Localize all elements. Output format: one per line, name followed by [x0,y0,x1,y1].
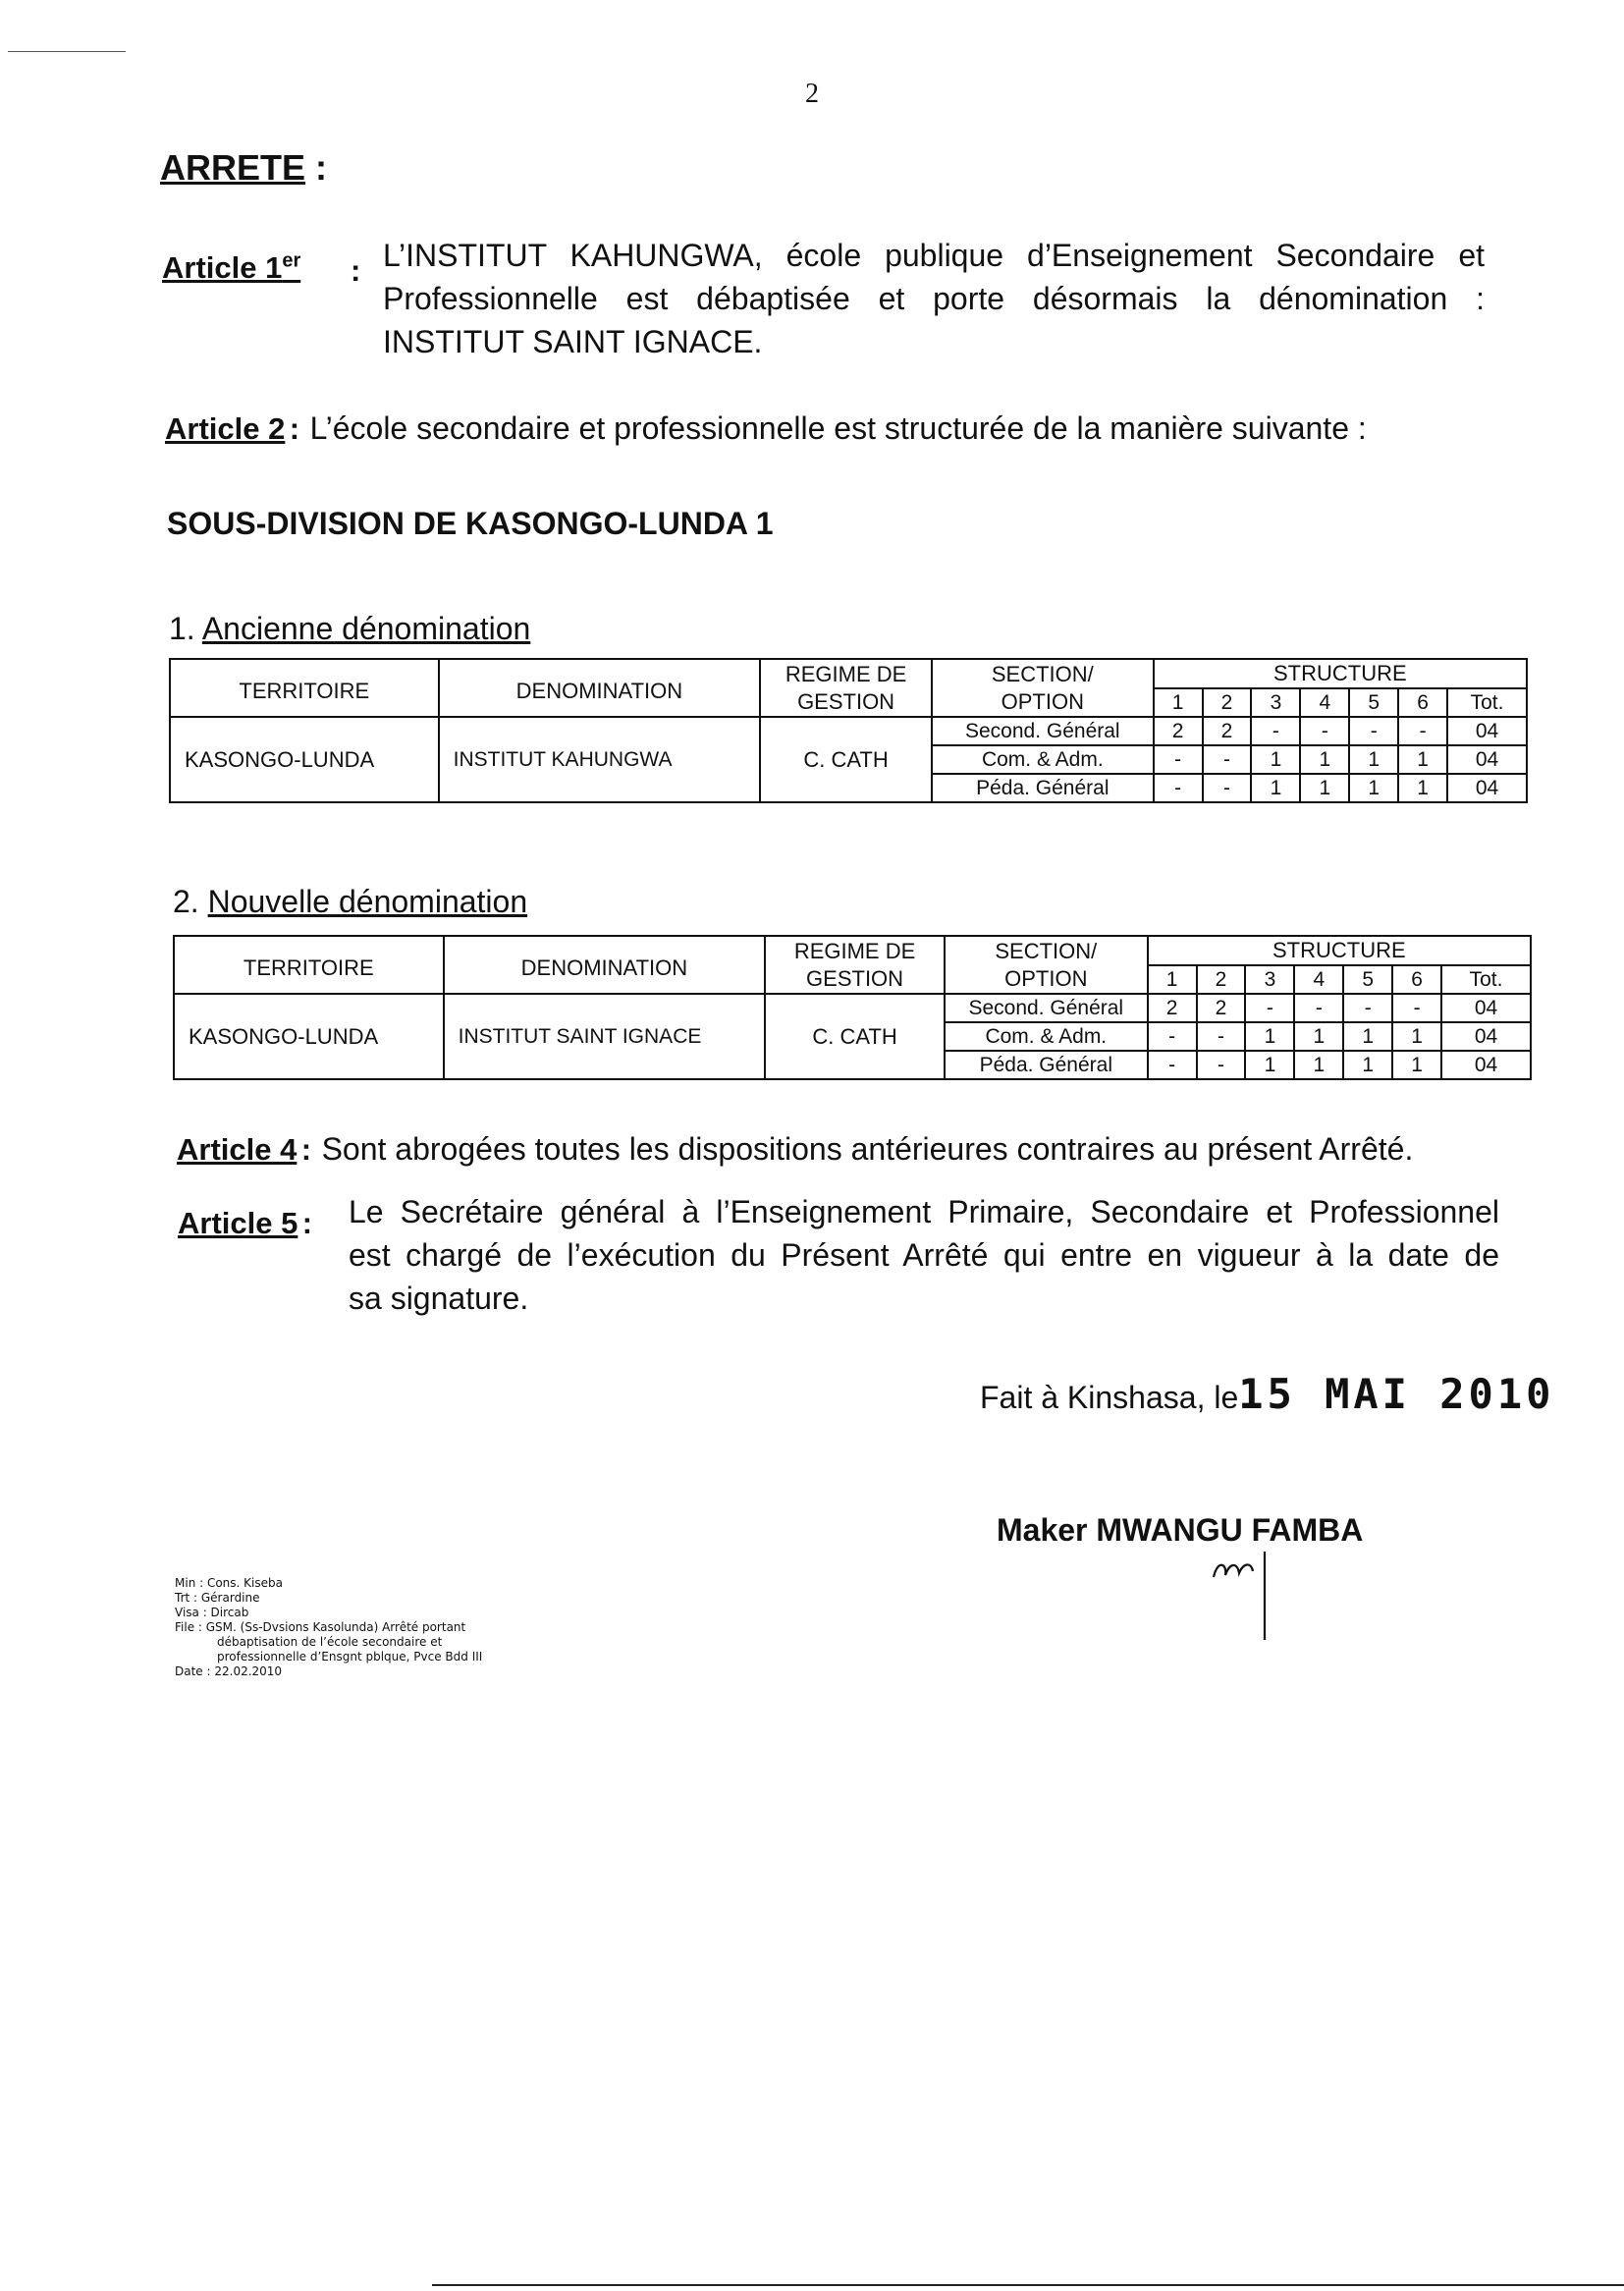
article-1-line: INSTITUT SAINT IGNACE. [383,324,763,359]
cell-value: - [1245,994,1294,1022]
article-5-colon: : [301,1206,313,1240]
article-4-label: Article 4 [177,1132,298,1167]
header-col-1: 1 [1148,965,1197,994]
cell-value: - [1203,774,1252,802]
scan-artifact [8,51,126,52]
cell-value: - [1398,717,1447,745]
cell-option: Second. Général [945,994,1148,1022]
header-col-6: 6 [1398,688,1447,717]
cell-value: 1 [1392,1051,1441,1079]
header-col-2: 2 [1203,688,1252,717]
cell-value: - [1343,994,1392,1022]
footer-line: Min : Cons. Kiseba [175,1576,283,1590]
cell-value: - [1203,745,1252,774]
cell-value: 1 [1300,774,1349,802]
article-1-text [383,234,1485,363]
cell-value: 1 [1294,1051,1343,1079]
header-col-2: 2 [1197,965,1246,994]
cell-denomination: INSTITUT SAINT IGNACE [444,994,766,1079]
cell-value: - [1349,717,1398,745]
cell-value: 1 [1392,1022,1441,1051]
cell-total: 04 [1441,994,1531,1022]
article-5-text [349,1190,1499,1320]
header-regime: REGIME DE GESTION [760,659,932,717]
header-section: SECTION/ OPTION [932,659,1154,717]
article-2-text: L’école secondaire et professionnelle est structurée de la manière suivante : [309,410,1367,446]
cell-total: 04 [1441,1022,1531,1051]
article-2-label: Article 2 [165,411,286,446]
cell-value: 1 [1245,1051,1294,1079]
header-structure: STRUCTURE [1154,659,1527,688]
article-1-label-group [162,250,300,286]
cell-value: 1 [1349,774,1398,802]
subdivision-title: SOUS-DIVISION DE KASONGO-LUNDA 1 [167,506,774,541]
header-structure: STRUCTURE [1148,936,1531,965]
cell-value: - [1197,1051,1246,1079]
signer-name: Maker MWANGU FAMBA [997,1512,1364,1548]
article-4-block [177,1127,1413,1171]
cell-value: - [1294,994,1343,1022]
cell-option: Péda. Général [932,774,1154,802]
cell-denomination: INSTITUT KAHUNGWA [439,717,761,802]
header-denomination: DENOMINATION [439,659,761,717]
cell-option: Com. & Adm. [932,745,1154,774]
cell-value: - [1154,745,1203,774]
cell-option: Péda. Général [945,1051,1148,1079]
table-1-label-text: Ancienne dénomination [201,611,531,646]
cell-regime: C. CATH [760,717,932,802]
header-denomination: DENOMINATION [444,936,766,994]
cell-value: - [1392,994,1441,1022]
decree-heading [160,147,327,189]
table-row [174,994,1531,1022]
table-2-label-number: 2. [173,884,199,919]
cell-value: 1 [1245,1022,1294,1051]
cell-option: Second. Général [932,717,1154,745]
place-date-line [980,1370,1554,1418]
cell-regime: C. CATH [765,994,945,1079]
cell-total: 04 [1441,1051,1531,1079]
footer-line: Date : 22.02.2010 [175,1664,283,1678]
article-5-label-group [178,1206,312,1241]
cell-value: 1 [1343,1022,1392,1051]
article-5-line: sa signature. [349,1281,529,1316]
article-2-block [165,407,1367,450]
footer-line: professionnelle d’Ensgnt pblque, Pvce Bdd III [217,1650,483,1664]
header-section: SECTION/ OPTION [945,936,1148,994]
cell-value: 2 [1203,717,1252,745]
cell-total: 04 [1447,717,1527,745]
footer-line: Trt : Gérardine [175,1591,260,1605]
structure-table-new [173,935,1532,1080]
footer-line: Visa : Dircab [175,1606,249,1619]
cell-value: - [1300,717,1349,745]
cell-value: 1 [1343,1051,1392,1079]
cell-value: 1 [1300,745,1349,774]
table-2-label-text: Nouvelle dénomination [207,884,528,919]
cell-value: 2 [1197,994,1246,1022]
decree-heading-word: ARRETE [160,147,306,188]
header-col-1: 1 [1154,688,1203,717]
cell-value: - [1148,1022,1197,1051]
handwritten-signature [1208,1550,1286,1643]
header-col-4: 4 [1300,688,1349,717]
header-col-5: 5 [1349,688,1398,717]
article-5-label: Article 5 [178,1206,298,1240]
article-4-colon: : [300,1132,312,1167]
cell-value: 2 [1148,994,1197,1022]
page-number: 2 [805,79,819,109]
header-col-tot: Tot. [1447,688,1527,717]
page-edge-line [432,2284,1624,2286]
cell-total: 04 [1447,745,1527,774]
structure-table-old [169,658,1528,803]
header-regime: REGIME DE GESTION [765,936,945,994]
cell-territoire: KASONGO-LUNDA [170,717,439,802]
cell-value: - [1154,774,1203,802]
decree-heading-colon: : [305,147,328,188]
article-2-colon: : [289,411,300,446]
cell-value: - [1148,1051,1197,1079]
date-stamp: 15 MAI 2010 [1238,1370,1555,1418]
header-col-3: 3 [1251,688,1300,717]
cell-option: Com. & Adm. [945,1022,1148,1051]
article-4-text: Sont abrogées toutes les dispositions antérieures contraires au présent Arrêté. [321,1131,1414,1167]
header-col-3: 3 [1245,965,1294,994]
header-col-5: 5 [1343,965,1392,994]
footer-line: débaptisation de l’école secondaire et [217,1635,443,1649]
article-1-line: Professionnelle est débaptisée et porte désormais la dénomination : [383,281,1485,316]
reference-footer [175,1576,482,1679]
cell-value: 2 [1154,717,1203,745]
cell-territoire: KASONGO-LUNDA [174,994,444,1079]
header-col-tot: Tot. [1441,965,1531,994]
cell-value: 1 [1349,745,1398,774]
header-col-4: 4 [1294,965,1343,994]
article-1-colon: : [351,253,361,288]
header-territoire: TERRITOIRE [170,659,439,717]
place-date-text: Fait à Kinshasa, le [980,1380,1239,1415]
cell-value: - [1251,717,1300,745]
cell-value: 1 [1294,1022,1343,1051]
article-1-line: L’INSTITUT KAHUNGWA, école publique d’Enseignement Secondaire et [383,238,1485,273]
cell-value: 1 [1251,774,1300,802]
cell-value: 1 [1398,774,1447,802]
cell-total: 04 [1447,774,1527,802]
article-1-label: Article 1er [162,250,301,286]
header-col-6: 6 [1392,965,1441,994]
table-row [170,717,1527,745]
cell-value: 1 [1398,745,1447,774]
article-5-line: Le Secrétaire général à l’Enseignement Primaire, Secondaire et Professionnel [349,1194,1499,1229]
cell-value: 1 [1251,745,1300,774]
table-2-label [173,884,527,920]
footer-line: File : GSM. (Ss-Dvsions Kasolunda) Arrêté portant [175,1620,466,1634]
table-1-label [169,611,530,647]
article-5-line: est chargé de l’exécution du Présent Arrêté qui entre en vigueur à la date de [349,1237,1499,1273]
header-territoire: TERRITOIRE [174,936,444,994]
cell-value: - [1197,1022,1246,1051]
table-1-label-number: 1. [169,611,195,646]
